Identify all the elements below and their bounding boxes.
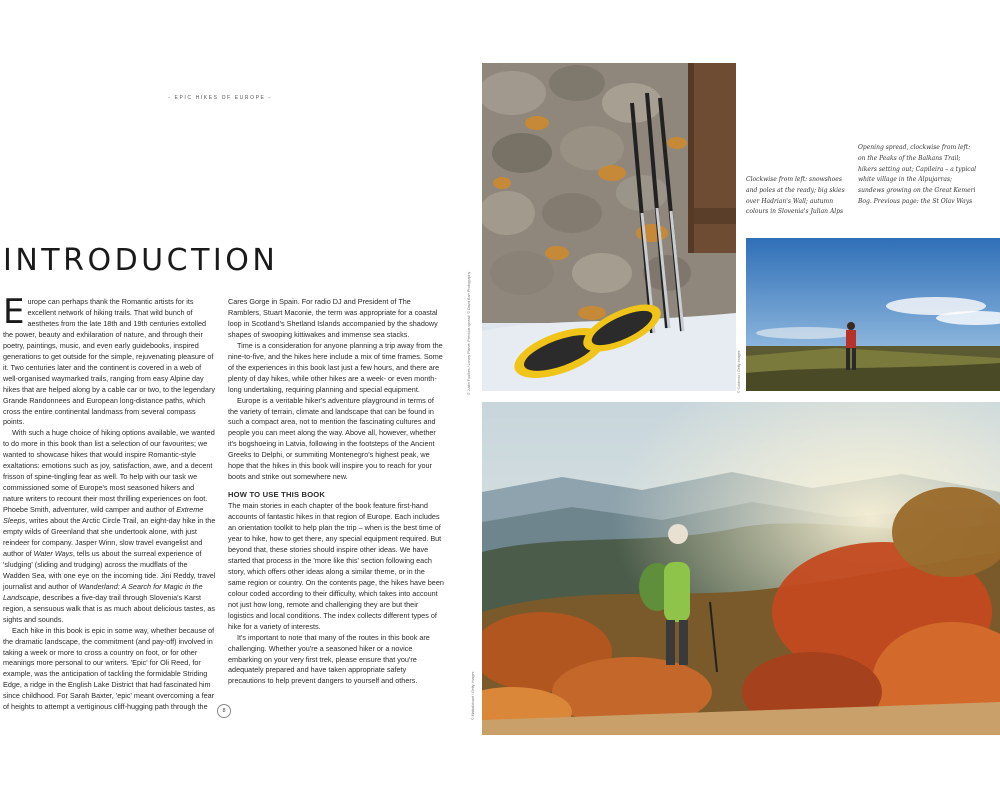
caption-right: Opening spread, clockwise from left: on the Peaks of the Balkans Trail; hikers setting out; Capileira – a typical white village in the Alpujarras; sundews growing on the Great Kemeri Bog. Previous page: the St Olav Ways (858, 144, 977, 205)
photo-julian-alps (482, 402, 1000, 735)
paragraph-8: It's important to note that many of the routes in this book are challenging. Whether you're a seasoned hiker or a novice embarking on your very first trek, please ensure that you're adequately prepared and have taken appropriate safety precautions to help prevent dangers to yourself and others. (228, 632, 430, 686)
paragraph-6: Europe is a veritable hiker's adventure playground in terms of the variety of terrain, climate and landscape that can be found in such a compact area, not to mention the fascinating cultures and people you can meet along the way. Above all, however, whether it's bogshoeing in Latvia, following in the footsteps of the Ancient Greeks to Delphi, or summiting Montenegro's highest peak, we hope that the hikes in this book will inspire you to reach for your boots and strike out somewhere new. (228, 395, 436, 482)
section-subhead: HOW TO USE THIS BOOK (228, 490, 326, 500)
paragraph-5: Time is a consideration for anyone planning a trip away from the nine-to-five, and the hikes here include a mix of time frames. Some of the experiences in this book last just a few hours, and there are plenty of day hikes, while other hikes are a week- or even month-long undertaking, requiring planning and special equipment. (228, 340, 443, 394)
caption-left: Clockwise from left: snowshoes and poles at the ready; big skies over Hadrian's Wall; autumn colours in Slovenia's Julian Alps (746, 176, 845, 216)
text-column-2 (228, 297, 444, 687)
page-number-badge: 8 (217, 704, 231, 718)
snowshoes-image (482, 63, 736, 391)
hadrians-wall-image (746, 238, 1000, 391)
paragraph-1: Europe can perhaps thank the Romantic artists for its excellent network of hiking trails. That wild bunch of aesthetes from the late 18th and 19th centuries extolled the power, beauty and exhilaration of nature, and through their poetry, paintings, music, and even early guidebooks, inspired generations to get outside for the simple, rejuvenating pleasure of it. Two centuries later and the continent is covered in a web of well-organised waymarked trails, ranging from easy Alpine day hikes that are helped along by a cable car or two, to the legendary Grande Randonnees and European long-distance paths, which cross the entire continental landmass from several compass points. (3, 292, 215, 427)
photo-credit-autumn: © Matkalkkuart / Getty Images (471, 671, 475, 720)
dropcap: E (3, 292, 25, 332)
photo-credit-wall: © Coldmoo / Getty Images (737, 350, 741, 393)
paragraph-7: The main stories in each chapter of the book feature first-hand accounts of fantastic hikes in that region of Europe. Each includes an orientation toolkit to help plan the trip – when is the best time of year to hike, how to get there, any special equipment required. But beyond that, these stories should inspire other ideas. We have started that process in the 'more like this' section following each story, which offers other ideas along a similar theme, or in the same region or country. On the contents page, the hikes have been colour coded according to their difficulty, which takes into account not just how long, remote and challenging they are but their logistics and local conditions. The index collects different types of hike for a variety of interests. (228, 501, 444, 631)
julian-alps-image (482, 402, 1000, 735)
paragraph-2: With such a huge choice of hiking options available, we wanted to do more in this book than list a selection of our favourites; we wanted to showcase hikes that would inspire Romantic-style exaltations: emotions such as joy, satisfaction, awe, and a decent frisson of spine-tingling fear as well. To help with our task we commissioned some of Europe's most seasoned hikers and nature writers to recount their most thrilling experiences on foot. Phoebe Smith, adventurer, wild camper and author of Extreme Sleeps, writes about the Arctic Circle Trail, an eight-day hike in the empty wilds of Greenland that she undertook alone, with just reindeer for company. Jasper Winn, slow travel evangelist and author of Water Ways, tells us about the surreal experience of 'sludging' (sliding and trudging) across the mudflats of the Wadden Sea, with one eye on the incoming tide. Jini Reddy, travel journalist and author of Wanderland: A Search for Magic in the Landscape, describes a five-day trail through Slovenia's Karst region, a sensuous walk that is as much about delicious tastes, as sights and sounds. (3, 428, 216, 624)
paragraph-4: Cares Gorge in Spain. For radio DJ and President of The Ramblers, Stuart Maconie, the term was appropriate for a coastal loop in Scotland's Shetland Islands accompanied by the shadowy shapes of swooping kittiwakes and immense sea stacks. (228, 297, 438, 339)
text-column-1 (3, 292, 216, 713)
running-head: - EPIC HIKES OF EUROPE - (168, 95, 272, 101)
page-title: INTRODUCTION (3, 243, 279, 278)
photo-hadrians-wall (746, 238, 1000, 391)
paragraph-3: Each hike in this book is epic in some way, whether because of the dramatic landscape, the commitment (and pay-off) involved in taking a week or more to cross a country on foot, or for other meanings more personal to our writers. 'Epic' for Oli Reed, for example, was the anticipation of tackling the formidable Striding Edge, a ridge in the English Lake District that had fascinated him since childhood. For Sarah Baxter, 'epic' meant overcoming a fear of heights to attempt a vertiginous cliff-hugging path through the (3, 625, 215, 712)
photo-snowshoes (482, 63, 736, 391)
photo-credit-snowshoes: © Justin Foulkes / Lonely Planet; Previous spread: © David Barr Photography (467, 271, 471, 395)
